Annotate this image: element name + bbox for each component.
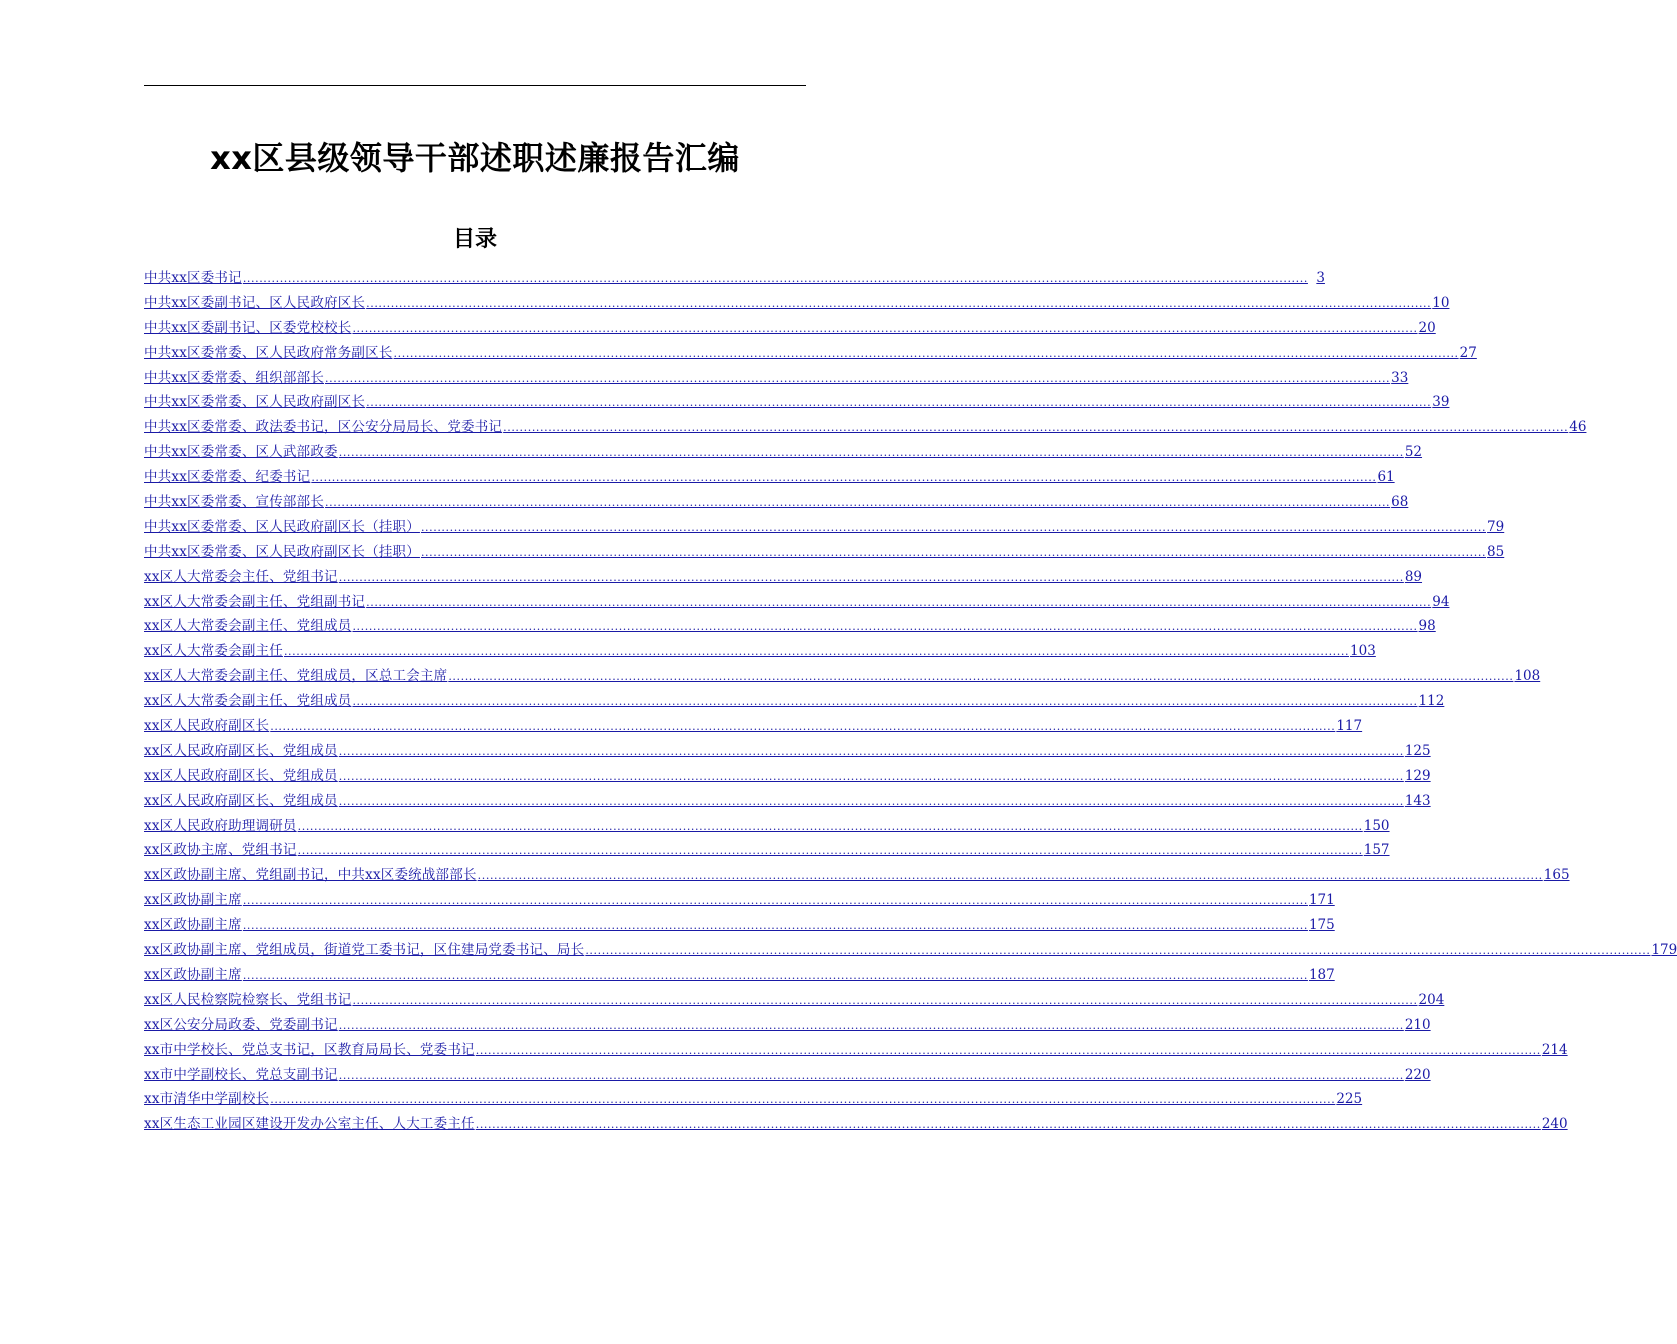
toc-dot-leader: .................................................................................................................................................................................................................................................................... (338, 769, 1404, 783)
toc-entry-link[interactable] (144, 1087, 1363, 1113)
toc-dot-leader: .................................................................................................................................................................................................................................................................... (242, 272, 1308, 285)
toc-entry-title: 中共xx区委副书记、区人民政府区长 (144, 294, 366, 311)
toc-entry-page-number: 89 (1404, 568, 1423, 585)
toc-entry-link[interactable] (144, 764, 1431, 790)
toc-entry (144, 590, 1450, 615)
toc-entry-title: xx区生态工业园区建设开发办公室主任、人大工委主任 (144, 1116, 475, 1133)
toc-entry-title: xx区人民政府副区长 (144, 718, 270, 735)
toc-dot-leader: .................................................................................................................................................................................................................................................................... (338, 446, 1404, 460)
toc-entry-link[interactable] (144, 440, 1423, 466)
toc-entry (144, 1038, 1568, 1063)
toc-entry-page-number: 175 (1308, 917, 1335, 934)
toc-entry-link[interactable] (144, 938, 1677, 964)
toc-entry-title: 中共xx区委常委、区人民政府副区长（挂职） (144, 518, 420, 535)
toc-entry (144, 838, 1390, 863)
toc-entry-title: 中共xx区委常委、宣传部部长 (144, 494, 325, 511)
toc-entry-page-number: 157 (1363, 842, 1390, 859)
toc-entry-link[interactable] (144, 490, 1409, 516)
toc-entry (144, 789, 1431, 814)
toc-entry-link[interactable] (144, 714, 1363, 740)
toc-entry (144, 664, 1541, 689)
toc-entry-link[interactable] (144, 1013, 1431, 1039)
toc-entry-link[interactable] (144, 590, 1450, 616)
toc-entry-title: xx区公安分局政委、党委副书记 (144, 1016, 338, 1033)
toc-dot-leader: .................................................................................................................................................................................................................................................................... (352, 695, 1418, 709)
toc-entry (144, 1112, 1568, 1137)
toc-dot-leader: .................................................................................................................................................................................................................................................................... (325, 371, 1391, 385)
toc-entry-title: xx市中学副校长、党总支副书记 (144, 1066, 338, 1083)
toc-dot-leader: .................................................................................................................................................................................................................................................................... (242, 968, 1308, 982)
toc-entry-page-number: 27 (1459, 344, 1477, 361)
toc-dot-leader: .................................................................................................................................................................................................................................................................... (338, 744, 1404, 758)
toc-entry-title: xx区政协主席、党组书记 (144, 842, 297, 859)
toc-entry-page-number: 108 (1514, 668, 1541, 685)
toc-entry-link[interactable] (144, 739, 1431, 765)
toc-entry (144, 515, 1505, 540)
toc-entry-title: 中共xx区委常委、区人民政府副区长 (144, 394, 366, 411)
toc-dot-leader: .................................................................................................................................................................................................................................................................... (503, 421, 1569, 435)
toc-dot-leader: .................................................................................................................................................................................................................................................................... (338, 794, 1404, 808)
toc-entry (144, 714, 1363, 739)
toc-entry-page-number: 165 (1543, 867, 1570, 884)
toc-entry-link[interactable] (144, 316, 1436, 342)
toc-entry (144, 639, 1376, 664)
toc-entry-title: 中共xx区委副书记、区委党校校长 (144, 319, 352, 336)
toc-entry-title: xx区政协副主席 (144, 917, 242, 934)
toc-dot-leader: .................................................................................................................................................................................................................................................................... (311, 471, 1377, 485)
toc-entry-title: 中共xx区委常委、区人民政府常务副区长 (144, 344, 393, 361)
toc-entry (144, 316, 1436, 341)
toc-entry (144, 390, 1450, 415)
toc-entry (144, 814, 1390, 839)
toc-entry (144, 565, 1423, 590)
toc-entry-link[interactable] (144, 291, 1450, 317)
toc-entry-title: xx区政协副主席 (144, 966, 242, 983)
toc-entry-link[interactable] (144, 639, 1376, 665)
toc-entry (144, 863, 1570, 888)
toc-dot-leader: .................................................................................................................................................................................................................................................................... (448, 670, 1514, 684)
toc-entry-page-number: 204 (1418, 991, 1445, 1008)
toc-entry-page-number: 10 (1432, 294, 1450, 311)
toc-dot-leader: .................................................................................................................................................................................................................................................................... (242, 919, 1308, 933)
toc-entry-link[interactable] (144, 963, 1335, 989)
toc-entry (144, 341, 1477, 366)
toc-dot-leader: .................................................................................................................................................................................................................................................................... (420, 545, 1487, 559)
toc-entry (144, 963, 1335, 988)
toc-entry (144, 465, 1395, 490)
toc-entry (144, 415, 1587, 440)
toc-dot-leader: .................................................................................................................................................................................................................................................................... (366, 396, 1432, 410)
toc-entry (144, 366, 1409, 391)
toc-entry (144, 614, 1436, 639)
toc-entry-page-number: 210 (1404, 1016, 1431, 1033)
toc-entry (144, 913, 1335, 938)
toc-dot-leader: .................................................................................................................................................................................................................................................................... (585, 944, 1651, 958)
toc-entry-page-number: 79 (1487, 518, 1505, 535)
toc-entry-page-number: 220 (1404, 1066, 1431, 1083)
toc-entry-page-number: 214 (1541, 1041, 1568, 1058)
toc-dot-leader: .................................................................................................................................................................................................................................................................... (420, 520, 1487, 534)
toc-entry-page-number: 150 (1363, 817, 1390, 834)
toc-entry-link[interactable] (144, 565, 1423, 591)
toc-entry (144, 440, 1423, 465)
toc-entry-page-number: 187 (1308, 966, 1335, 983)
toc-entry-page-number: 33 (1391, 369, 1409, 386)
toc-entry-title: 中共xx区委书记 (144, 270, 242, 286)
toc-entry-title: xx区政协副主席 (144, 892, 242, 909)
toc-entry (144, 689, 1445, 714)
toc-entry (144, 1013, 1431, 1038)
table-of-contents (144, 266, 1677, 1137)
toc-entry-page-number: 52 (1404, 444, 1423, 461)
toc-entry-link[interactable] (144, 689, 1445, 715)
toc-dot-leader: .................................................................................................................................................................................................................................................................... (477, 869, 1543, 883)
toc-entry-page-number: 61 (1377, 469, 1395, 486)
document-title: xx区县级领导干部述职述廉报告汇编 (210, 139, 740, 177)
toc-entry-link[interactable] (144, 266, 1325, 292)
toc-dot-leader: .................................................................................................................................................................................................................................................................... (297, 844, 1363, 858)
toc-entry-title: xx区人民政府副区长、党组成员 (144, 767, 338, 784)
toc-entry-title: xx市中学校长、党总支书记，区教育局局长、党委书记 (144, 1041, 475, 1058)
toc-dot-leader: .................................................................................................................................................................................................................................................................... (325, 496, 1391, 510)
toc-entry-link[interactable] (144, 415, 1587, 441)
toc-entry-page-number: 20 (1418, 319, 1436, 336)
toc-entry-link[interactable] (144, 863, 1570, 889)
toc-dot-leader: .................................................................................................................................................................................................................................................................... (283, 645, 1350, 659)
toc-entry-link[interactable] (144, 1038, 1568, 1064)
toc-dot-leader: .................................................................................................................................................................................................................................................................... (297, 819, 1363, 833)
toc-entry-link[interactable] (144, 1063, 1431, 1089)
toc-entry-page-number: 98 (1418, 618, 1436, 635)
toc-entry-title: xx区人民政府助理调研员 (144, 817, 297, 834)
toc-entry-link[interactable] (144, 838, 1390, 864)
toc-entry-title: 中共xx区委常委、纪委书记 (144, 469, 311, 486)
toc-entry-title: xx区人大常委会副主任、党组成员 (144, 693, 352, 710)
toc-entry (144, 1063, 1431, 1088)
toc-entry (144, 291, 1450, 316)
toc-entry-page-number: 3 (1316, 270, 1325, 286)
toc-entry-page-number: 125 (1404, 742, 1431, 759)
toc-entry-title: xx区人民政府副区长、党组成员 (144, 742, 338, 759)
toc-dot-leader: .................................................................................................................................................................................................................................................................... (338, 1018, 1404, 1032)
toc-dot-leader: .................................................................................................................................................................................................................................................................... (270, 1093, 1336, 1107)
toc-entry (144, 764, 1431, 789)
toc-dot-leader: .................................................................................................................................................................................................................................................................... (352, 321, 1418, 335)
toc-dot-leader: .................................................................................................................................................................................................................................................................... (338, 570, 1404, 584)
toc-entry-page-number: 112 (1418, 693, 1445, 710)
toc-entry (144, 988, 1445, 1013)
toc-entry-title: 中共xx区委常委、政法委书记，区公安分局局长、党委书记 (144, 419, 503, 436)
toc-entry-page-number: 129 (1404, 767, 1431, 784)
toc-entry (144, 938, 1677, 963)
toc-entry-link[interactable] (144, 390, 1450, 416)
toc-entry-link[interactable] (144, 465, 1395, 491)
toc-dot-leader: .................................................................................................................................................................................................................................................................... (366, 296, 1432, 310)
toc-entry-page-number: 85 (1487, 543, 1505, 560)
toc-dot-leader: .................................................................................................................................................................................................................................................................... (270, 720, 1336, 734)
toc-entry (144, 888, 1335, 913)
toc-entry-link[interactable] (144, 1112, 1568, 1138)
toc-entry-title: xx区政协副主席、党组成员，街道党工委书记，区住建局党委书记、局长 (144, 942, 585, 959)
toc-entry-link[interactable] (144, 540, 1505, 566)
toc-entry-link[interactable] (144, 366, 1409, 392)
header-rule (144, 85, 806, 86)
toc-entry-page-number: 103 (1350, 643, 1376, 660)
toc-entry-link[interactable] (144, 341, 1477, 367)
toc-entry-link[interactable] (144, 614, 1436, 640)
toc-heading: 目录 (452, 227, 497, 252)
toc-entry-page-number: 68 (1391, 494, 1409, 511)
toc-entry-title: xx市清华中学副校长 (144, 1091, 270, 1108)
toc-dot-leader: .................................................................................................................................................................................................................................................................... (352, 620, 1418, 634)
toc-entry-page-number: 117 (1336, 718, 1363, 735)
toc-entry-title: xx区人民检察院检察长、党组书记 (144, 991, 352, 1008)
toc-entry-title: xx区人大常委会副主任 (144, 643, 283, 660)
toc-entry-page-number: 179 (1651, 942, 1677, 959)
toc-entry-title: xx区人大常委会主任、党组书记 (144, 568, 338, 585)
toc-entry-title: xx区人大常委会副主任、党组成员，区总工会主席 (144, 668, 448, 685)
toc-entry-link[interactable] (144, 888, 1335, 914)
toc-entry-title: xx区人大常委会副主任、党组副书记 (144, 593, 366, 610)
toc-entry (144, 266, 1325, 291)
toc-entry-page-number: 46 (1569, 419, 1587, 436)
toc-entry-title: 中共xx区委常委、区人武部政委 (144, 444, 338, 461)
toc-entry-page-number: 39 (1432, 394, 1450, 411)
toc-entry-title: xx区人大常委会副主任、党组成员 (144, 618, 352, 635)
toc-entry-link[interactable] (144, 515, 1505, 541)
toc-entry-title: xx区人民政府副区长、党组成员 (144, 792, 338, 809)
toc-entry-link[interactable] (144, 988, 1445, 1014)
toc-dot-leader: .................................................................................................................................................................................................................................................................... (242, 894, 1308, 908)
toc-dot-leader: .................................................................................................................................................................................................................................................................... (475, 1118, 1541, 1132)
toc-entry-title: xx区政协副主席、党组副书记，中共xx区委统战部部长 (144, 867, 477, 884)
toc-entry-link[interactable] (144, 814, 1390, 840)
toc-dot-leader: .................................................................................................................................................................................................................................................................... (393, 346, 1459, 360)
toc-entry-link[interactable] (144, 913, 1335, 939)
toc-entry-page-number: 225 (1336, 1091, 1363, 1108)
toc-dot-leader: .................................................................................................................................................................................................................................................................... (352, 993, 1418, 1007)
toc-entry-title: 中共xx区委常委、区人民政府副区长（挂职） (144, 543, 420, 560)
toc-entry (144, 540, 1505, 565)
toc-dot-leader: .................................................................................................................................................................................................................................................................... (338, 1068, 1404, 1082)
toc-dot-leader: .................................................................................................................................................................................................................................................................... (475, 1043, 1541, 1057)
toc-entry-page-number: 143 (1404, 792, 1431, 809)
toc-entry-link[interactable] (144, 789, 1431, 815)
toc-entry (144, 739, 1431, 764)
toc-dot-leader: .................................................................................................................................................................................................................................................................... (366, 595, 1432, 609)
toc-entry-page-number: 171 (1308, 892, 1335, 909)
toc-entry (144, 490, 1409, 515)
toc-entry (144, 1087, 1363, 1112)
toc-entry-page-number: 94 (1432, 593, 1450, 610)
toc-entry-link[interactable] (144, 664, 1541, 690)
toc-entry-page-number: 240 (1541, 1116, 1568, 1133)
toc-entry-title: 中共xx区委常委、组织部部长 (144, 369, 325, 386)
